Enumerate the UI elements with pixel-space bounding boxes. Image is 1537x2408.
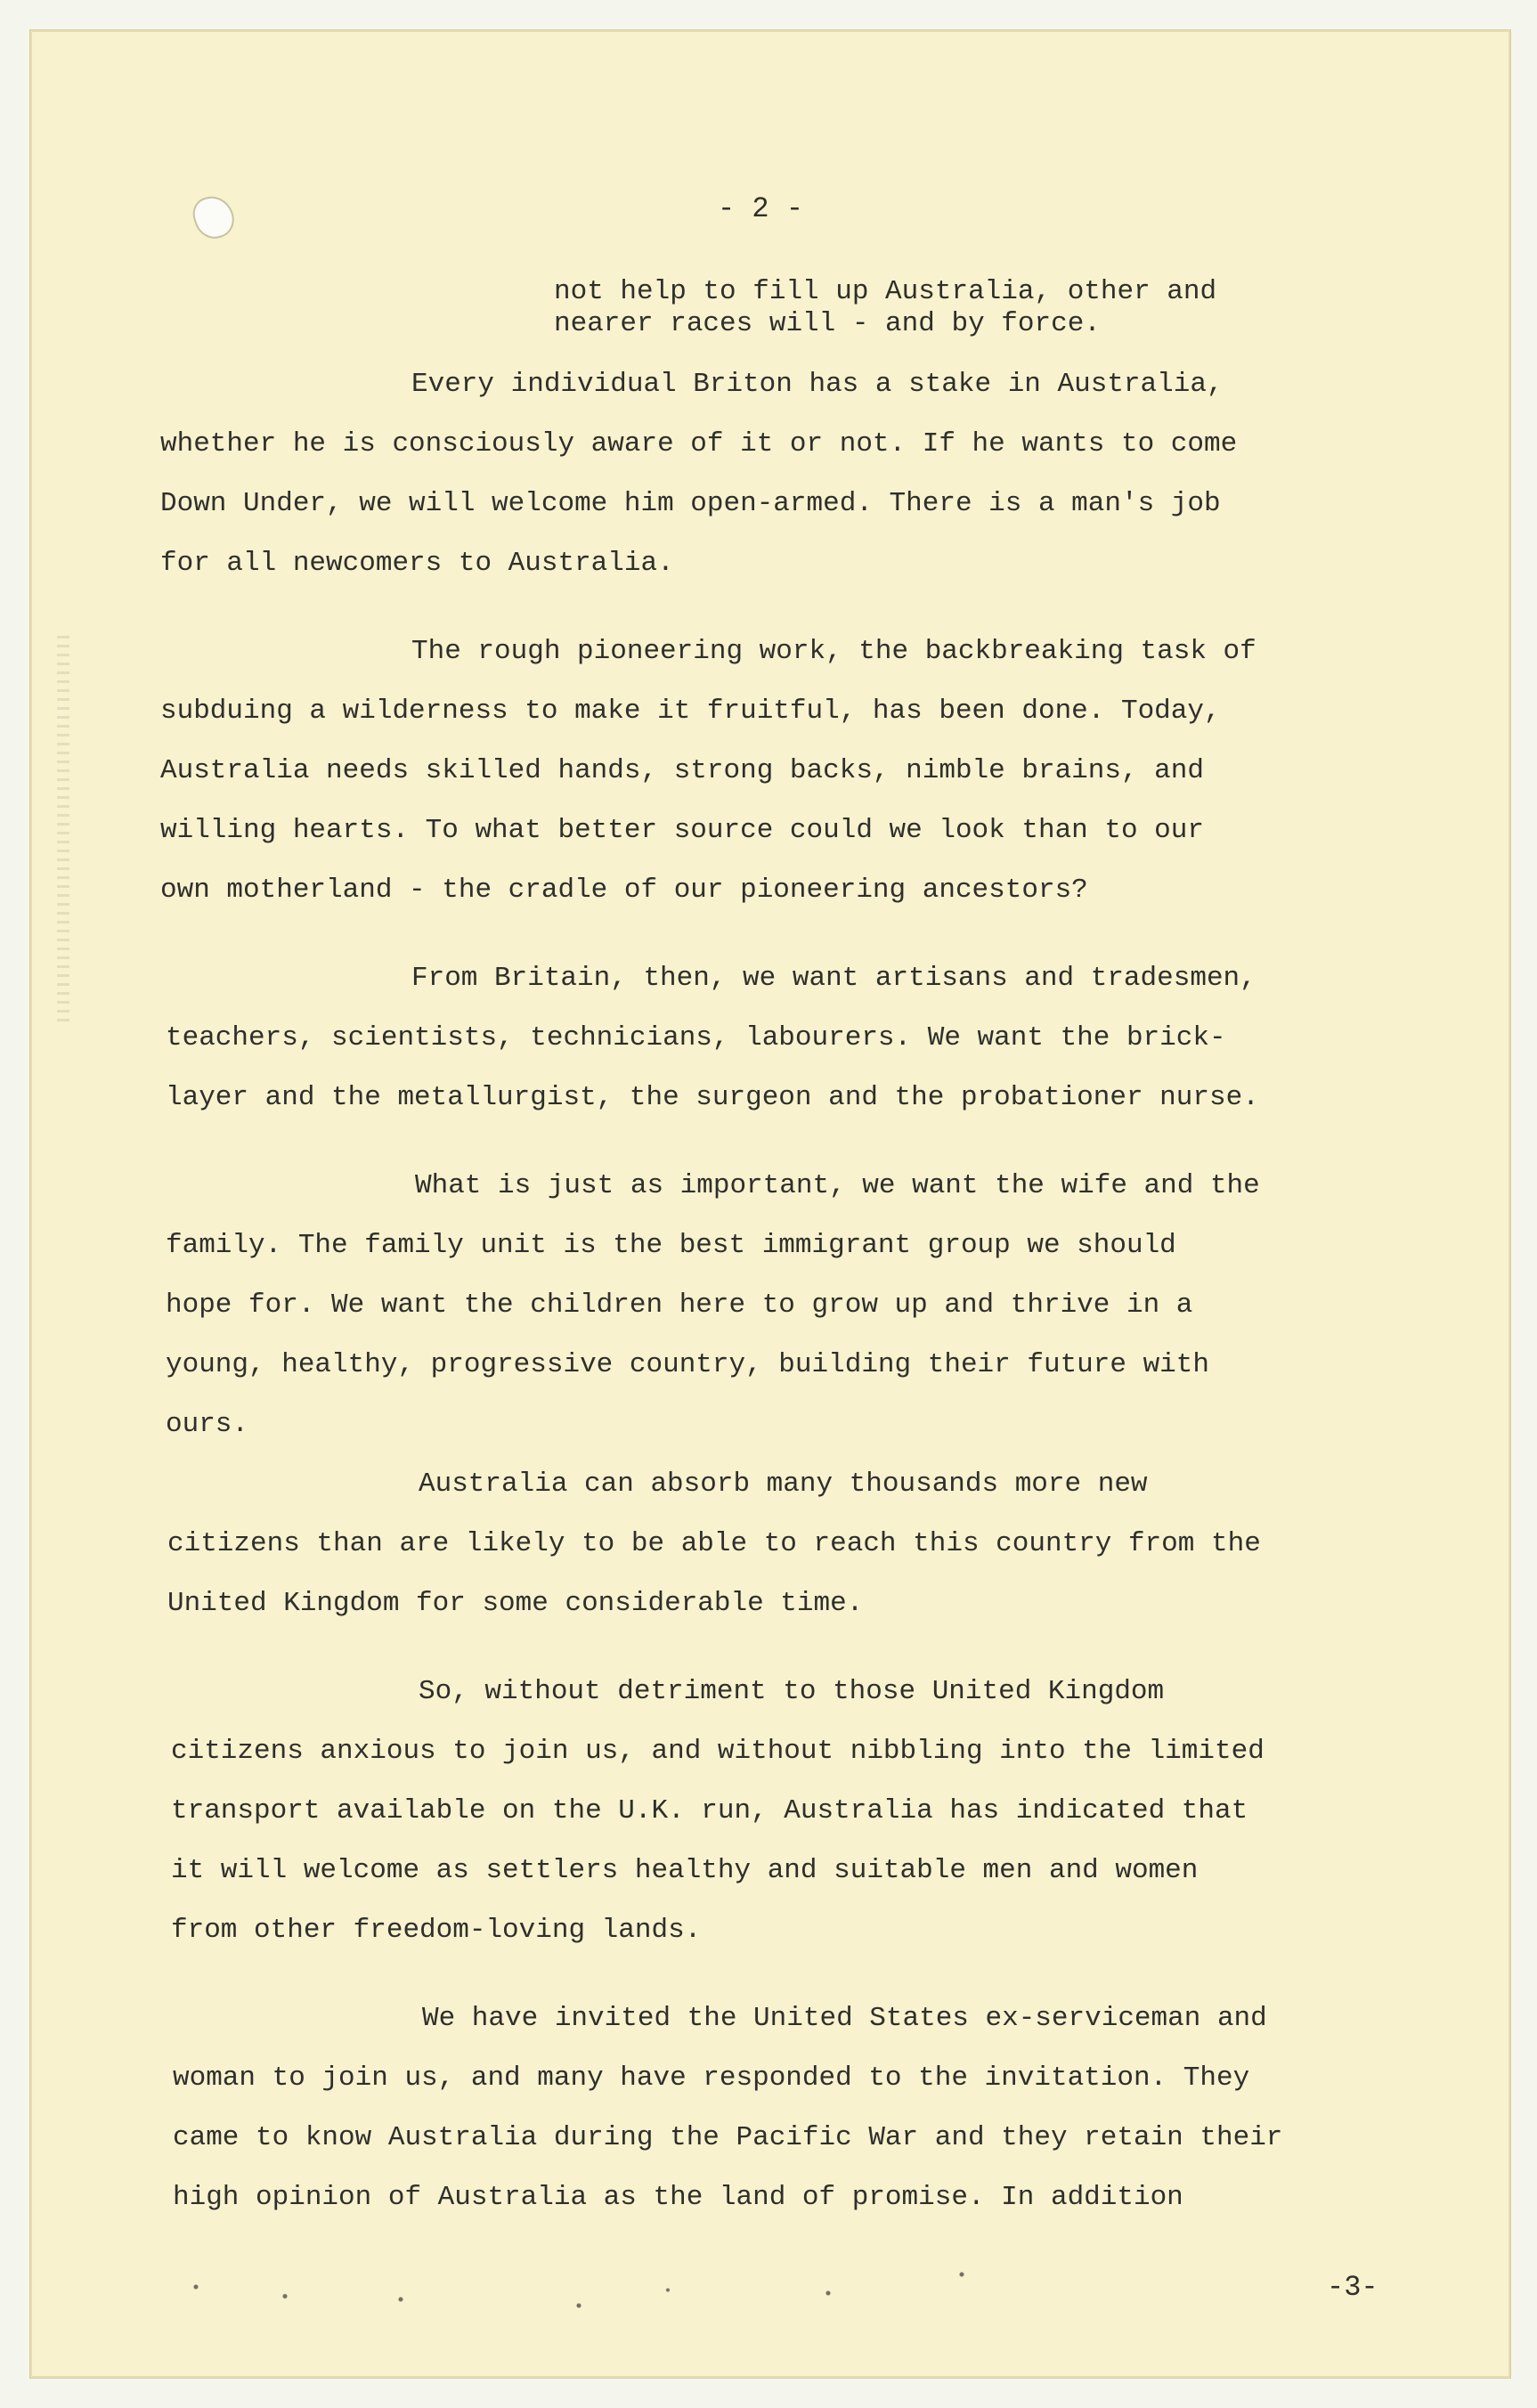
text-line: transport available on the U.K. run, Australia has indicated that	[171, 1795, 1248, 1826]
text-line: Every individual Briton has a stake in Australia,	[411, 369, 1224, 400]
text-line: ours.	[166, 1409, 249, 1440]
text-line: citizens anxious to join us, and without nibbling into the limited	[171, 1736, 1265, 1767]
ink-specks	[178, 2262, 1069, 2324]
text-line: hope for. We want the children here to grow up and thrive in a	[166, 1289, 1193, 1321]
next-page-number: -3-	[1327, 2271, 1378, 2304]
text-line: layer and the metallurgist, the surgeon and the probationer nurse.	[166, 1082, 1259, 1113]
text-line: not help to fill up Australia, other and	[554, 276, 1217, 307]
text-line: for all newcomers to Australia.	[160, 548, 674, 579]
text-line: from other freedom-loving lands.	[171, 1915, 702, 1946]
text-line: own motherland - the cradle of our pioneering ancestors?	[160, 875, 1088, 906]
punched-hole	[191, 193, 237, 241]
text-line: high opinion of Australia as the land of promise. In addition	[173, 2182, 1183, 2213]
text-line: We have invited the United States ex-serviceman and	[422, 2003, 1267, 2034]
text-line: teachers, scientists, technicians, labourers. We want the brick-	[166, 1022, 1226, 1054]
text-line: United Kingdom for some considerable time.	[167, 1588, 864, 1619]
text-line: subduing a wilderness to make it fruitful, has been done. Today,	[160, 696, 1221, 727]
text-line: Australia can absorb many thousands more new	[419, 1468, 1148, 1500]
text-line: nearer races will - and by force.	[554, 308, 1101, 339]
page-edge-wear	[57, 636, 69, 1028]
text-line: whether he is consciously aware of it or not. If he wants to come	[160, 428, 1238, 460]
text-line: willing hearts. To what better source could we look than to our	[160, 815, 1204, 846]
text-line: family. The family unit is the best immigrant group we should	[166, 1230, 1176, 1261]
text-line: woman to join us, and many have responded to the invitation. They	[173, 2062, 1250, 2094]
text-line: citizens than are likely to be able to reach this country from the	[167, 1528, 1261, 1559]
page-number: - 2 -	[718, 192, 804, 225]
text-line: The rough pioneering work, the backbreaking task of	[411, 636, 1256, 667]
text-line: young, healthy, progressive country, building their future with	[166, 1349, 1209, 1380]
text-line: So, without detriment to those United Kingdom	[419, 1676, 1165, 1707]
text-line: it will welcome as settlers healthy and suitable men and women	[171, 1855, 1199, 1886]
text-line: Down Under, we will welcome him open-armed. There is a man's job	[160, 488, 1221, 519]
text-line: came to know Australia during the Pacific War and they retain their	[173, 2122, 1283, 2153]
text-line: What is just as important, we want the wife and the	[415, 1170, 1260, 1201]
text-line: From Britain, then, we want artisans and tradesmen,	[411, 963, 1256, 994]
text-line: Australia needs skilled hands, strong backs, nimble brains, and	[160, 755, 1204, 786]
